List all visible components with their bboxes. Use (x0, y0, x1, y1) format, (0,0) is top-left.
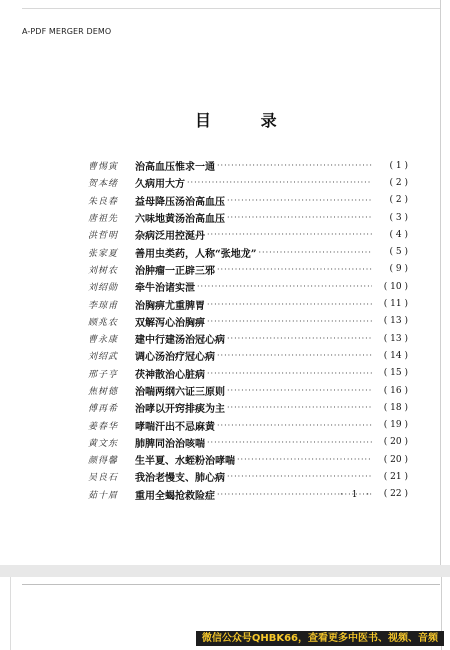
toc-entry-page: ( 15 ) (383, 368, 408, 379)
toc-entry-author: 唐祖先 (88, 214, 119, 225)
toc-dot-leader (227, 196, 372, 205)
toc-dot-leader (217, 265, 372, 274)
merger-watermark: A-PDF MERGER DEMO (22, 27, 112, 36)
toc-entry-page: ( 19 ) (383, 420, 408, 431)
toc-entry-page: ( 21 ) (383, 471, 408, 482)
toc-entry-body (135, 435, 374, 450)
toc-entry[interactable] (88, 365, 408, 382)
toc-entry-title: 治高血压惟求一通 (135, 162, 215, 174)
toc-dot-leader (227, 472, 372, 481)
toc-entry-body (135, 262, 374, 277)
toc-entry-title: 杂病泛用控涎丹 (135, 231, 205, 243)
toc-dot-leader (217, 161, 372, 170)
toc-entry-body (135, 469, 374, 484)
toc-entry-author: 颜得馨 (88, 456, 119, 467)
toc-entry-author: 洪哲明 (88, 231, 119, 242)
toc-entry[interactable] (88, 347, 408, 364)
toc-entry-body (135, 210, 374, 225)
toc-entry-author: 曹永康 (88, 335, 119, 346)
toc-entry-body (135, 297, 374, 312)
toc-entry-page: ( 4 ) (389, 229, 408, 240)
toc-entry-page: ( 9 ) (389, 264, 408, 275)
page-gap (0, 565, 450, 577)
next-page-top-rule (22, 584, 440, 585)
toc-entry-author: 朱良春 (88, 196, 119, 207)
toc-entry-page: ( 18 ) (383, 402, 408, 413)
toc-entry-author: 刘树农 (88, 265, 119, 276)
toc-entry[interactable] (88, 295, 408, 312)
toc-entry[interactable] (88, 226, 408, 243)
promo-banner: 微信公众号QHBK66，查看更多中医书、视频、音频 (196, 631, 444, 646)
toc-entry-title: 肺脾同治治咳喘 (135, 438, 205, 450)
toc-heading: 目 录 (195, 111, 299, 130)
toc-entry-body (135, 193, 374, 208)
toc-entry-body (135, 452, 374, 467)
toc-dot-leader (237, 455, 372, 464)
toc-entry-title: 茯神散治心脏病 (135, 369, 205, 381)
toc-entry[interactable] (88, 399, 408, 416)
toc-entry-author: 姜春华 (88, 421, 119, 432)
toc-entry[interactable] (88, 434, 408, 451)
toc-entry-body (135, 348, 374, 363)
page-top-rule (22, 8, 440, 9)
toc-entry-body (135, 383, 374, 398)
toc-entry-body (135, 418, 374, 433)
toc-entry-page: ( 3 ) (389, 212, 408, 223)
toc-entry-title: 治喘两纲六证三原则 (135, 387, 225, 398)
toc-dot-leader (207, 369, 372, 378)
toc-entry-title: 六味地黄汤治高血压 (135, 214, 225, 226)
toc-dot-leader (207, 230, 372, 239)
toc-entry-page: ( 5 ) (389, 247, 408, 258)
toc-entry-page: ( 10 ) (383, 281, 408, 292)
toc-entry[interactable] (88, 416, 408, 433)
toc-entry-body (135, 366, 374, 381)
toc-entry[interactable] (88, 174, 408, 191)
toc-entry[interactable] (88, 243, 408, 260)
toc-entry-body (135, 227, 374, 242)
toc-entry[interactable] (88, 382, 408, 399)
toc-entry-page: ( 13 ) (383, 316, 408, 327)
toc-dot-leader (207, 300, 372, 309)
toc-entry-body (135, 158, 374, 173)
toc-entry-author: 张家夏 (88, 248, 119, 259)
toc-entry-author: 贺本绪 (88, 179, 119, 190)
toc-entry-page: ( 22 ) (383, 489, 408, 500)
toc-entry[interactable] (88, 209, 408, 226)
toc-dot-leader (227, 213, 372, 222)
toc-list (88, 157, 408, 503)
toc-entry-author: 李琼甫 (88, 300, 119, 311)
toc-entry-body (135, 245, 374, 260)
toc-entry-body (135, 279, 374, 294)
toc-entry-page: ( 16 ) (383, 385, 408, 396)
toc-entry-title: 治胸痹尤重脾胃 (135, 300, 205, 312)
toc-entry-body (135, 175, 374, 190)
toc-entry-author: 刘绍武 (88, 352, 119, 363)
toc-dot-leader (217, 421, 372, 430)
toc-entry-title: 益母降压汤治高血压 (135, 196, 225, 208)
toc-dot-leader (259, 248, 372, 257)
toc-entry-body (135, 331, 374, 346)
toc-dot-leader (207, 317, 372, 326)
toc-entry-author: 吴良石 (88, 473, 119, 484)
toc-entry-body (135, 487, 374, 502)
toc-entry-title: 我治老慢支、肺心病 (135, 473, 225, 485)
toc-entry[interactable] (88, 330, 408, 347)
toc-dot-leader (187, 178, 372, 187)
toc-dot-leader (197, 282, 372, 291)
toc-entry-author: 傅再希 (88, 404, 119, 415)
toc-entry-title: 治哮以开窍排痰为主 (135, 404, 225, 416)
toc-entry-title: 生半夏、水蛭粉治哮喘 (135, 456, 235, 468)
toc-dot-leader (207, 438, 372, 447)
toc-entry-page: ( 1 ) (389, 160, 408, 171)
page-folio: · 1 · (340, 490, 373, 500)
toc-entry-page: ( 14 ) (383, 350, 408, 361)
toc-entry-title: 双解泻心治胸痹 (135, 317, 205, 329)
toc-entry-author: 焦树德 (88, 387, 119, 397)
toc-entry[interactable] (88, 278, 408, 295)
toc-entry-title: 牵牛治诸实泄 (135, 283, 195, 295)
toc-entry-title: 建中行建汤治冠心病 (135, 335, 225, 347)
toc-entry-author: 顾兆农 (88, 317, 119, 328)
toc-entry-body (135, 314, 374, 329)
toc-dot-leader (227, 403, 372, 412)
toc-dot-leader (227, 334, 372, 343)
toc-entry-title: 善用虫类药，人称“张地龙” (135, 248, 257, 260)
toc-entry-page: ( 2 ) (389, 195, 408, 206)
toc-entry-title: 久病用大方 (135, 179, 185, 191)
toc-entry-page: ( 2 ) (389, 177, 408, 188)
toc-entry[interactable] (88, 451, 408, 468)
toc-entry-page: ( 11 ) (383, 299, 408, 310)
toc-dot-leader (227, 386, 372, 395)
toc-entry-body (135, 400, 374, 415)
toc-entry[interactable] (88, 192, 408, 209)
toc-dot-leader (217, 351, 372, 360)
toc-entry-page: ( 13 ) (383, 333, 408, 344)
toc-entry-title: 哮喘汗出不忌麻黄 (135, 421, 215, 433)
toc-entry-title: 调心汤治疗冠心病 (135, 352, 215, 364)
toc-entry-author: 黄文东 (88, 438, 119, 449)
toc-entry[interactable] (88, 157, 408, 174)
toc-entry-page: ( 20 ) (383, 437, 408, 448)
toc-entry-author: 曹惕寅 (88, 162, 119, 173)
toc-entry-title: 重用全蝎抢救险症 (135, 490, 215, 502)
toc-entry-page: ( 20 ) (383, 454, 408, 465)
toc-entry[interactable] (88, 313, 408, 330)
toc-entry-author: 刘绍勋 (88, 283, 119, 294)
toc-entry[interactable] (88, 261, 408, 278)
toc-entry[interactable] (88, 468, 408, 485)
toc-entry-author: 邢子亨 (88, 369, 119, 380)
toc-entry-title: 治肿瘤一正辟三邪 (135, 265, 215, 277)
toc-entry-author: 茹十眉 (88, 490, 119, 501)
